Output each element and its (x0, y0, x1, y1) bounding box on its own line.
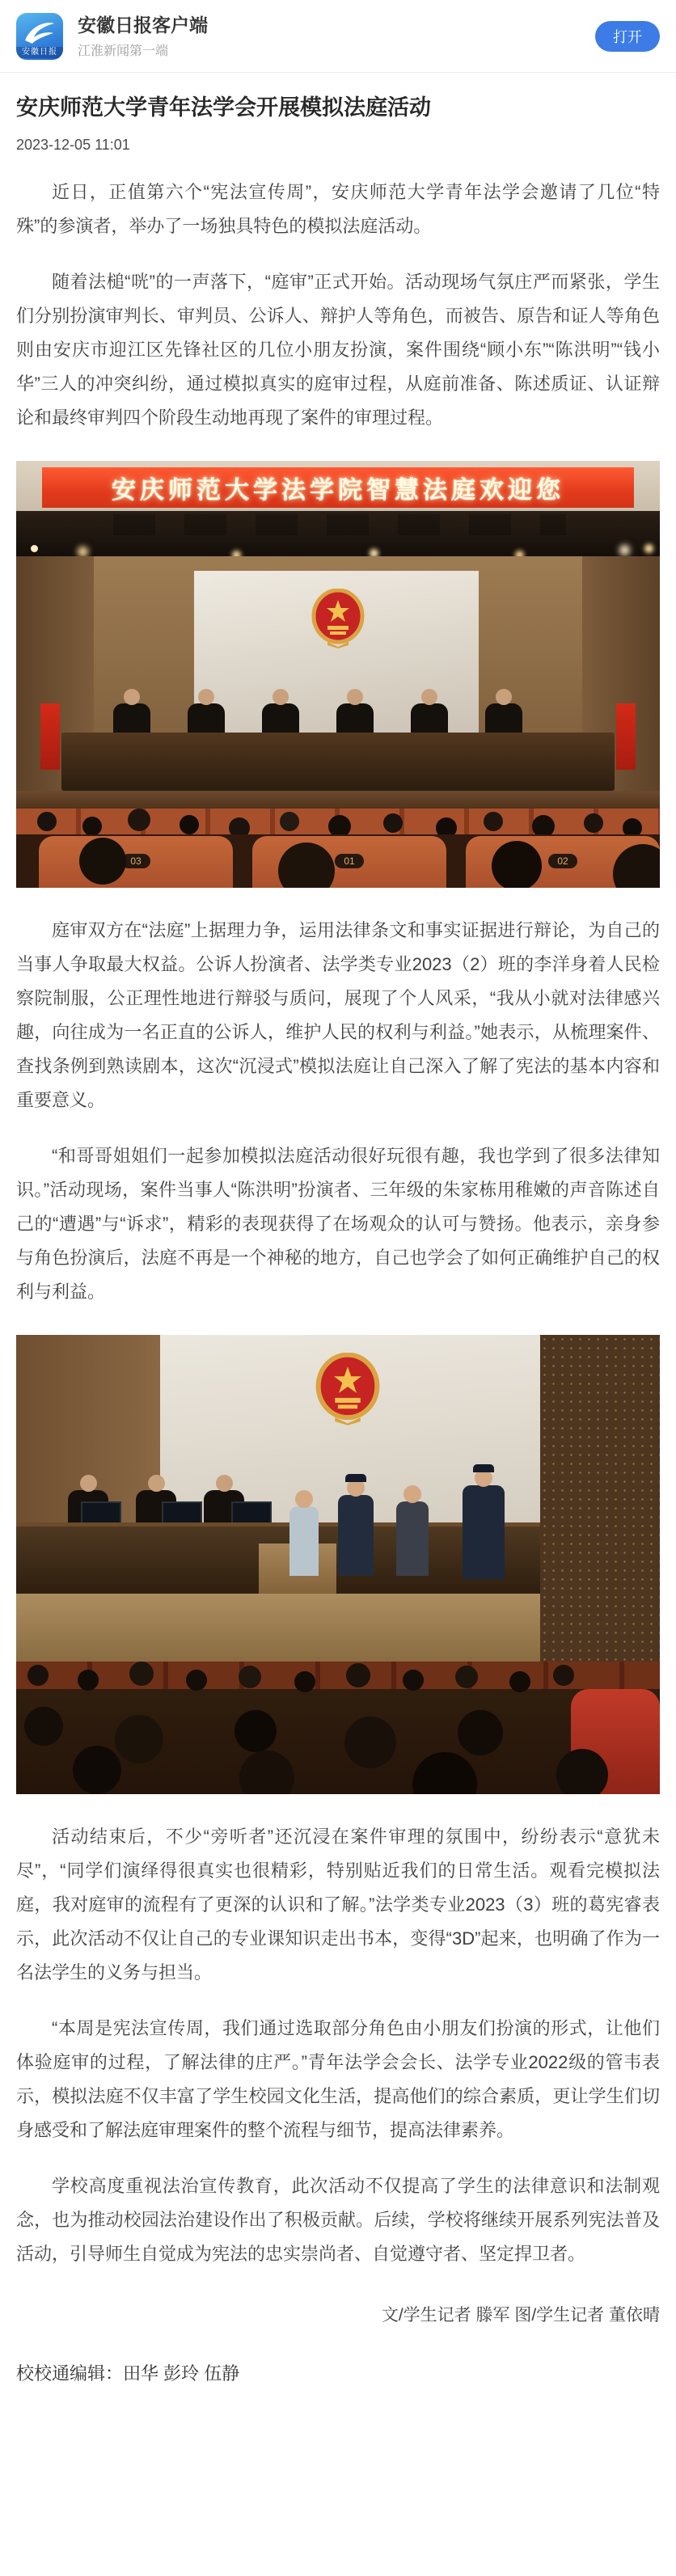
audience-red-jacket-figure (571, 1689, 660, 1794)
courtroom-photo-2[interactable] (16, 1335, 660, 1794)
paragraph-1: 近日，正值第六个“宪法宣传周”，安庆师范大学青年法学会邀请了几位“特殊”的参演者，举办了一场独具特色的模拟法庭活动。 (16, 182, 660, 236)
photo2-floor (16, 1594, 540, 1662)
app-meta (78, 13, 595, 59)
audience-heads (37, 812, 57, 831)
audience-heads (24, 1707, 63, 1746)
national-emblem-icon (311, 589, 365, 648)
audience-seat (466, 836, 660, 888)
open-app-button[interactable]: 打开 (595, 21, 660, 52)
paragraph-4: “和哥哥姐姐们一起参加模拟法庭活动很好玩很有趣，我也学到了很多法律知识。”活动现场，案件当事人“陈洪明”扮演者、三年级的朱家栋用稚嫩的声音陈述自己的“遭遇”与“诉求”，精彩的表现获得了在场观众的认可与赞扬。他表示，亲身参与角色扮演后，法庭不再是一个神秘的地方，自己也学会了如何正确维护自己的权利与利益。 (16, 1146, 660, 1302)
national-emblem-icon (315, 1353, 380, 1425)
clerk-figure (396, 1501, 429, 1576)
photo1-light-rig (113, 514, 566, 535)
photo2-right-wood-panel (540, 1335, 660, 1683)
paragraph-2: 随着法槌“咣”的一声落下，“庭审”正式开始。活动现场气氛庄严而紧张，学生们分别扮演审判长、审判员、公诉人、辩护人等角色，而被告、原告和证人等角色则由安庆市迎江区先锋社区的几位小朋友扮演，案件围绕“顾小东”“陈洪明”“钱小华”三人的冲突纠纷，通过模拟真实的庭审过程，从庭前准备、陈述质证、认证辩论和最终审判四个阶段生动地再现了案件的审理过程。 (16, 272, 660, 428)
audience-heads-front (79, 838, 126, 885)
app-name: 安徽日报客户端 (78, 15, 208, 36)
seat-number-plaque: 03 (121, 854, 150, 868)
audience-seat (252, 836, 446, 888)
logo-wave-icon (20, 16, 59, 49)
child-participant-figure (289, 1506, 319, 1576)
app-tagline: 江淮新闻第一端 (78, 44, 169, 58)
editor-line: 校校通编辑：田华 彭玲 伍静 (16, 2363, 240, 2384)
paragraph-6: “本周是宪法宣传周，我们通过选取部分角色由小朋友们扮演的形式，让他们体验庭审的过程，了解法律的庄严。”青年法学会会长、法学专业2022级的管韦表示，模拟法庭不仅丰富了学生校园文化生活，提高他们的综合素质，更让学生们切身感受和了解法庭审理案件的整个流程与细节，提高法律素养。 (16, 2018, 660, 2140)
paragraph-3: 庭审双方在“法庭”上据理力争，运用法律条文和事实证据进行辩论，为自己的当事人争取最大权益。公诉人扮演者、法学类专业2023（2）班的李洋身着人民检察院制服，公正理性地进行辩驳与质问，展现了个人风采，“我从小就对法律感兴趣，向往成为一名正直的公诉人，维护人民的权利与利益。”她表示，从梳理案件、查找条例到熟读剧本，这次“沉浸式”模拟法庭让自己深入了解了宪法的基本内容和重要意义。 (16, 920, 660, 1110)
photo1-right-red-banner (616, 703, 636, 770)
article-body (0, 93, 676, 2422)
photo1-spotlights (31, 545, 38, 552)
paragraph-7: 学校高度重视法治宣传教育，此次活动不仅提高了学生的法律意识和法制观念，也为推动校园法治建设作出了积极贡献。后续，学校将继续开展系列宪法普及活动，引导师生自觉成为宪法的忠实崇尚者、自觉遵守者、坚定捍卫者。 (16, 2176, 660, 2264)
article-title: 安庆师范大学青年法学会开展模拟法庭活动 (16, 95, 431, 120)
audience-seat (39, 836, 233, 888)
bailiff-figure (338, 1495, 374, 1576)
led-banner: 安庆师范大学法学院智慧法庭欢迎您 (42, 467, 634, 508)
app-icon-label: 安徽日报 (16, 47, 63, 58)
audience-seat-row (16, 1662, 660, 1689)
courtroom-photo-1[interactable] (16, 461, 660, 888)
paragraph-5: 活动结束后，不少“旁听者”还沉浸在案件审理的氛围中，纷纷表示“意犹未尽”，“同学们演绎得很真实也很精彩，特别贴近我们的日常生活。观看完模拟法庭，我对庭审的流程有了更深的认识和了解。”法学类专业2023（3）班的葛宪睿表示，此次活动不仅让自己的专业课知识走出书本，变得“3D”起来，也明确了作为一名法学生的义务与担当。 (16, 1826, 660, 1983)
publish-time: 2023-12-05 11:01 (16, 137, 130, 153)
audience-heads (27, 1665, 49, 1686)
app-logo-icon[interactable] (16, 13, 63, 60)
judges-bench (61, 733, 615, 791)
photo1-left-red-banner (40, 703, 60, 770)
police-officer-figure (463, 1485, 505, 1579)
byline: 文/学生记者 滕军 图/学生记者 董依晴 (381, 2306, 660, 2325)
seat-number-plaque: 02 (548, 854, 577, 868)
audience-heads-front (73, 1746, 121, 1794)
app-download-banner (0, 0, 676, 73)
seat-number-plaque: 01 (335, 854, 364, 868)
